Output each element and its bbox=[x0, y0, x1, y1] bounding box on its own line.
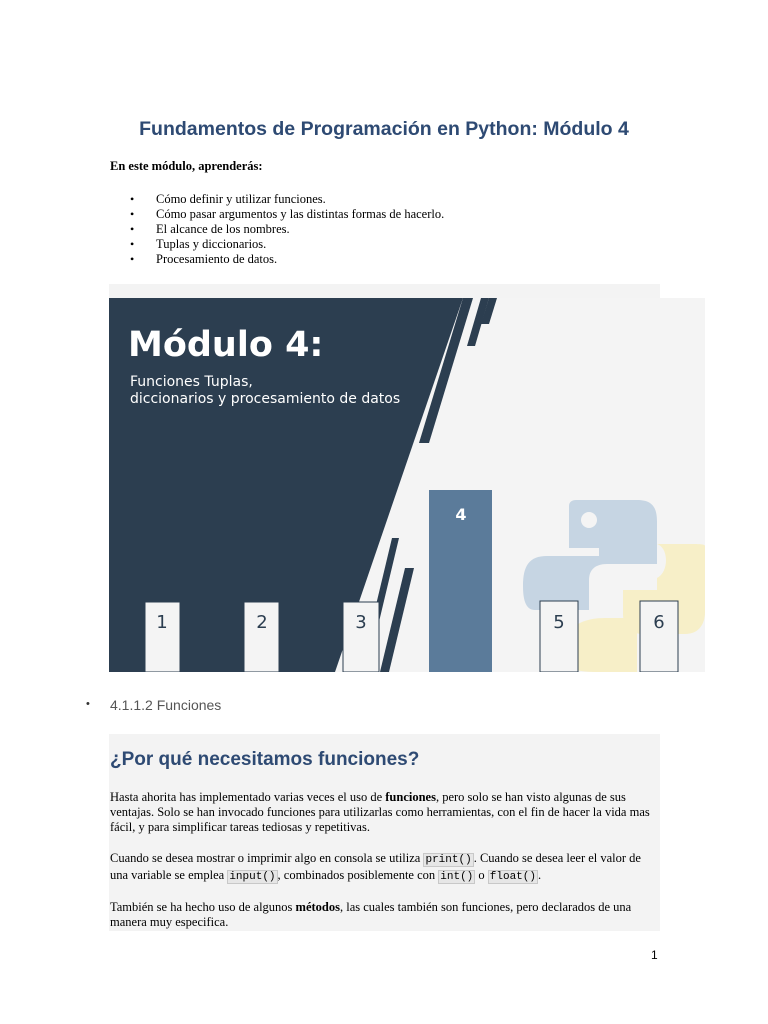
module-step-label: 6 bbox=[653, 612, 665, 633]
inline-code: print() bbox=[425, 854, 472, 866]
paragraph-text: , las cuales también son funciones, pero declarados de una manera muy especifica. bbox=[110, 900, 632, 929]
list-item: • Cómo definir y utilizar funciones. bbox=[110, 192, 444, 207]
inline-code: int() bbox=[440, 871, 474, 883]
banner-heading: Módulo 4: bbox=[128, 325, 324, 365]
list-item: • El alcance de los nombres. bbox=[110, 222, 444, 237]
paragraph bbox=[110, 790, 655, 835]
paragraph-text: Cuando se desea mostrar o imprimir algo en consola se utiliza bbox=[110, 851, 424, 865]
module-step-label: 3 bbox=[355, 612, 367, 633]
list-item: • Cómo pasar argumentos y las distintas formas de hacerlo. bbox=[110, 207, 444, 222]
paragraph-text: Hasta ahorita has implementado varias veces el uso de bbox=[110, 790, 386, 804]
inline-code: float() bbox=[489, 871, 536, 883]
list-item: • Tuplas y diccionarios. bbox=[110, 237, 444, 252]
module-step-label: 2 bbox=[256, 612, 268, 633]
paragraph-text: o bbox=[475, 868, 488, 882]
banner-top-strip bbox=[109, 284, 660, 298]
paragraph-text: , pero solo se han visto algunas de sus ventajas. Solo se han invocado funciones para utilizarlas como herramientas, con el fin de hacer la vida mas fácil, y para simplificar tareas tediosas y repetitivas. bbox=[110, 790, 650, 834]
paragraph-bold-term: métodos bbox=[295, 900, 340, 914]
page-number: 1 bbox=[651, 948, 658, 962]
paragraph-text: . bbox=[538, 868, 542, 882]
banner-subtitle-line1: Funciones Tuplas, bbox=[130, 374, 253, 390]
section-content bbox=[109, 734, 660, 931]
paragraph-text: También se ha hecho uso de algunos bbox=[110, 900, 296, 914]
paragraph-bold-term: funciones bbox=[385, 790, 436, 804]
paragraph-text: . Cuando se desea leer el valor de una variable se emplea bbox=[110, 851, 641, 882]
banner-graphic bbox=[109, 298, 705, 672]
list-item: • Procesamiento de datos. bbox=[110, 252, 444, 267]
section-number-label: 4.1.1.2 Funciones bbox=[110, 697, 222, 713]
module-step-label: 5 bbox=[553, 612, 565, 633]
paragraph bbox=[110, 900, 655, 930]
paragraph-text: , combinados posiblemente con bbox=[277, 868, 439, 882]
module-banner bbox=[109, 298, 705, 672]
banner-subtitle-line2: diccionarios y procesamiento de datos bbox=[130, 391, 401, 407]
module-step-label: 1 bbox=[156, 612, 168, 633]
document-title: Fundamentos de Programación en Python: Módulo 4 bbox=[139, 118, 629, 140]
module-intro: En este módulo, aprenderás: bbox=[110, 159, 263, 173]
bullet-icon: • bbox=[86, 698, 90, 710]
inline-code: input() bbox=[229, 871, 276, 883]
paragraph bbox=[110, 851, 655, 885]
module-step-label: 4 bbox=[455, 505, 467, 524]
objectives-list bbox=[110, 192, 444, 267]
section-heading: ¿Por qué necesitamos funciones? bbox=[110, 749, 420, 770]
